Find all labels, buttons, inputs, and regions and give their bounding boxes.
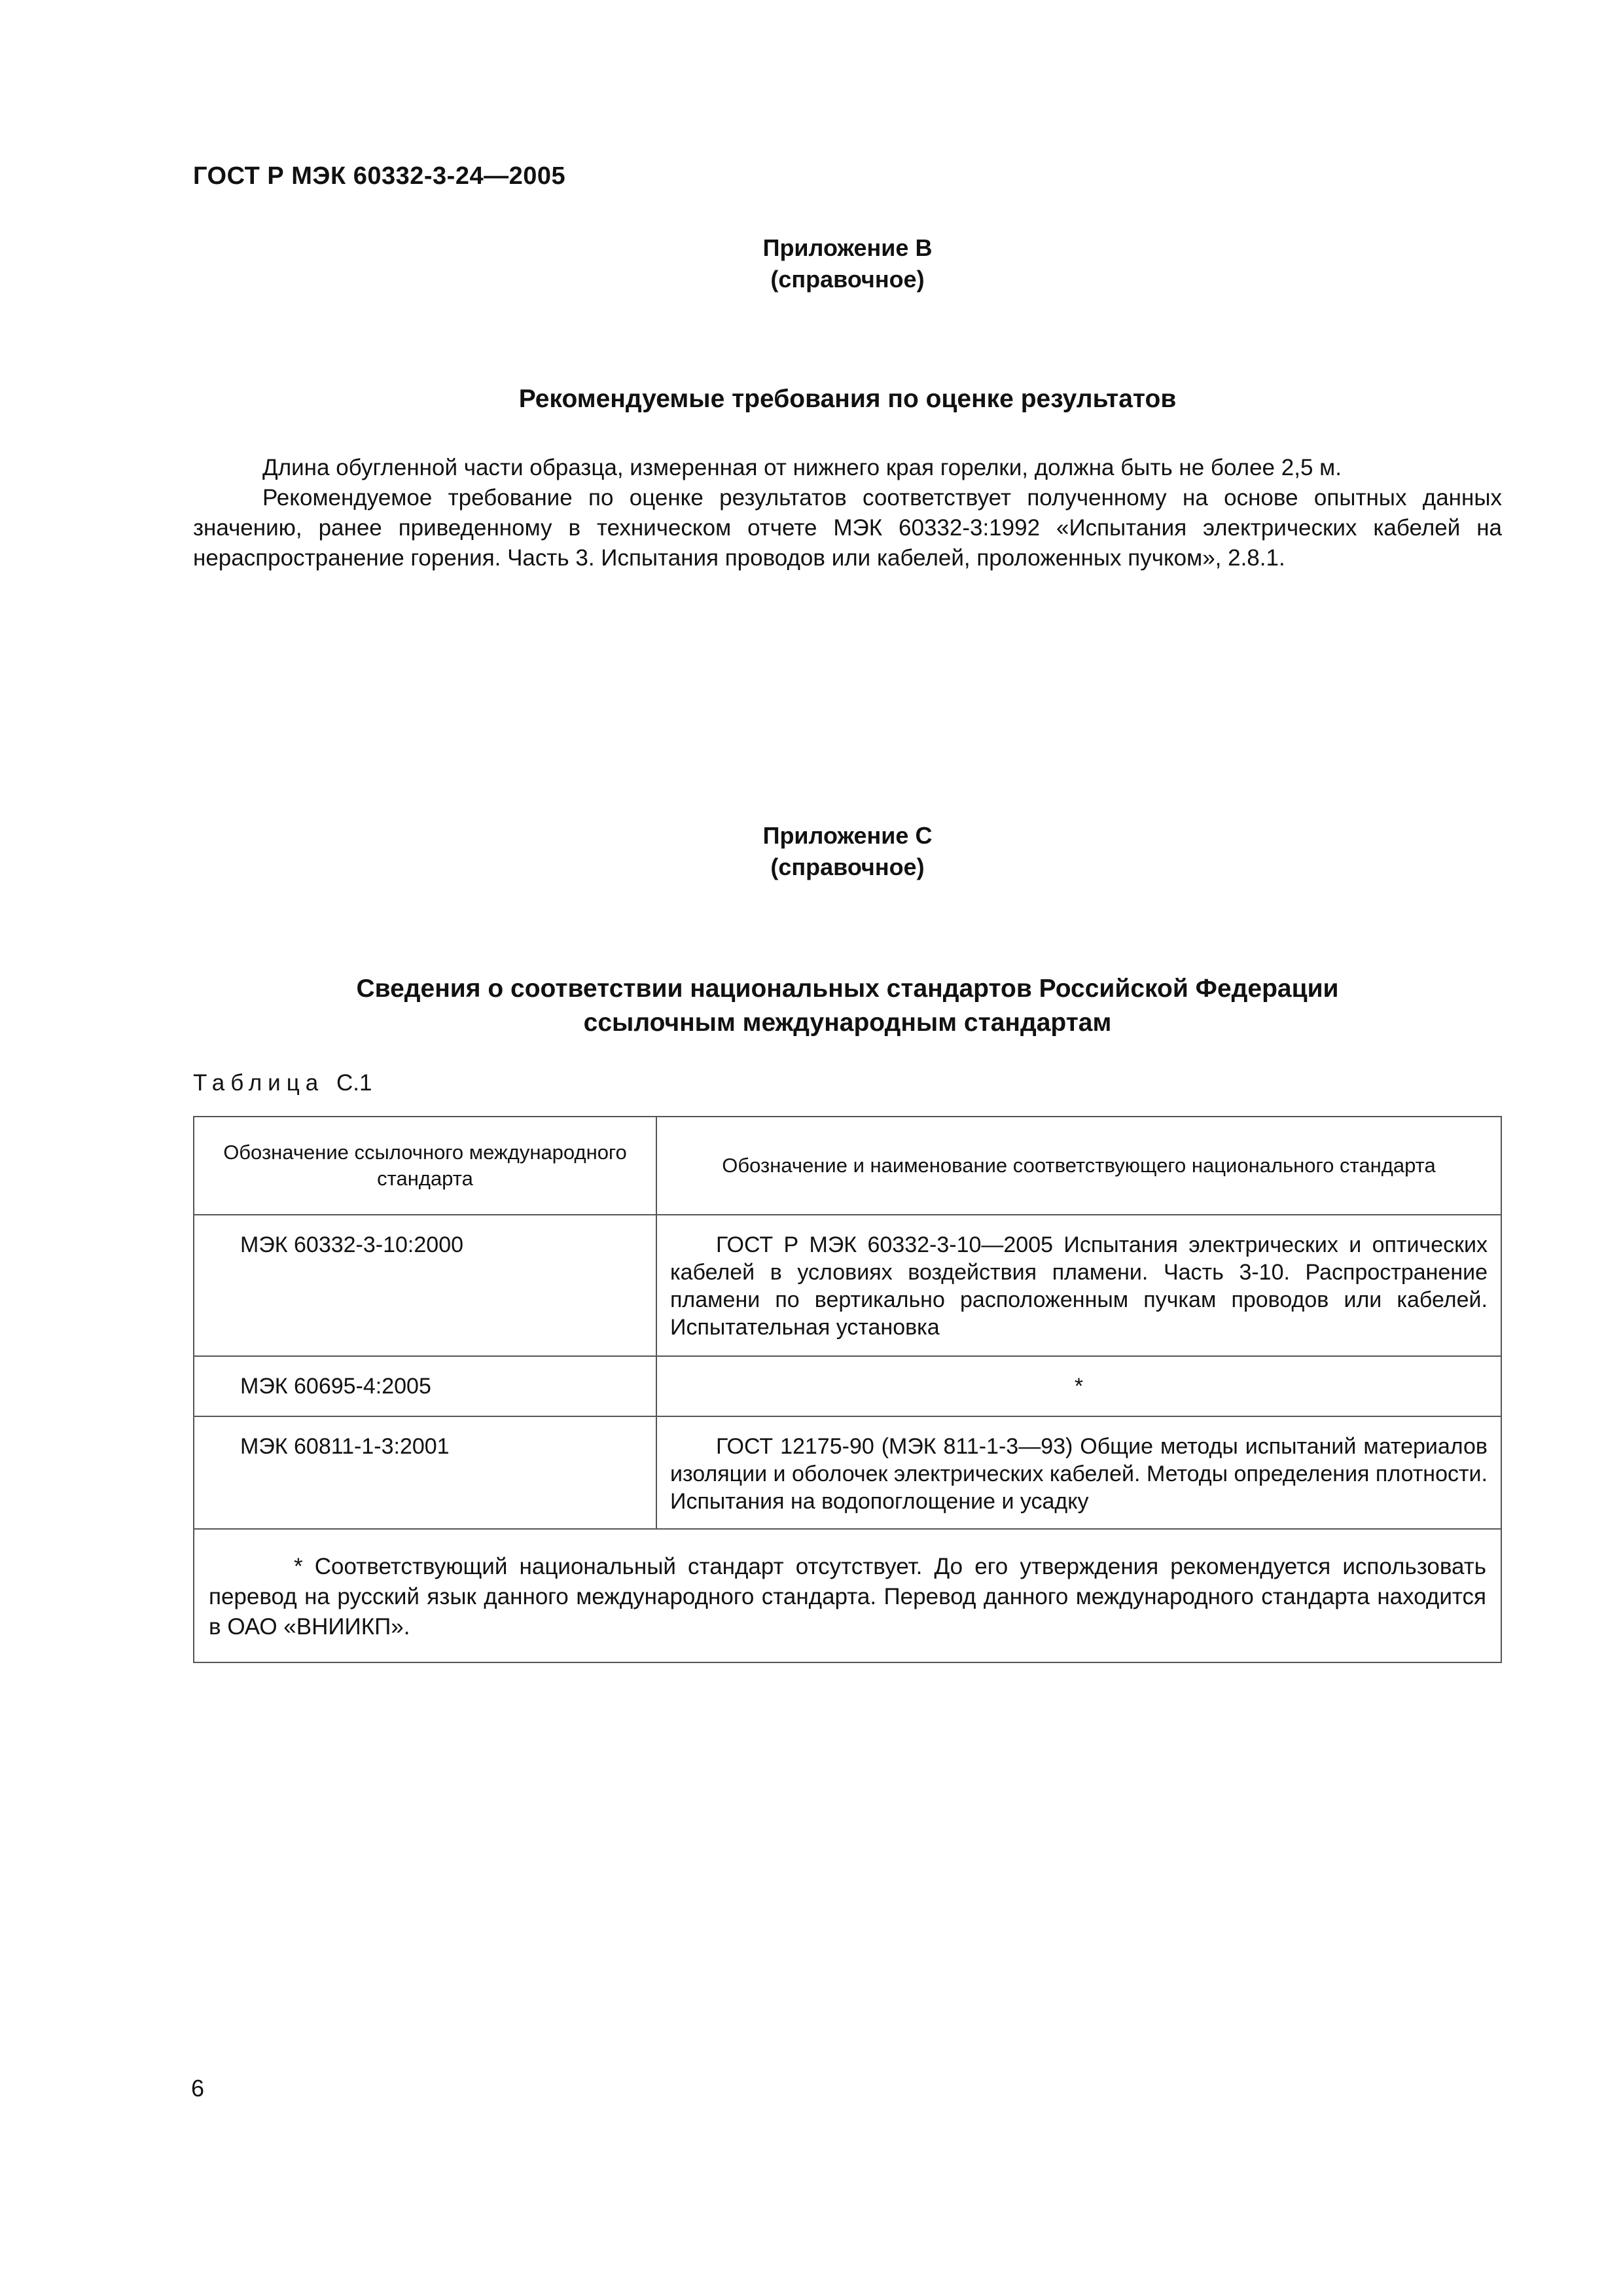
table-caption-number: С.1 xyxy=(336,1070,372,1096)
annex-c-heading-line-2: ссылочным международным стандартам xyxy=(583,1009,1112,1037)
annex-b-paragraph-2: Рекомендуемое требование по оценке результатов соответствует полученному на основе опытных данных значению, ранее приведенному в техническом отчете МЭК 60332-3:1992 «Испытания электрических кабелей на нераспространение горения. Часть 3. Испытания проводов или кабелей, проложенных пучком», 2.8.1. xyxy=(193,485,1502,571)
annex-c-title-block xyxy=(193,820,1502,883)
annex-c-heading xyxy=(193,972,1502,1040)
annex-b-title: Приложение В xyxy=(762,234,933,261)
table-cell-code: МЭК 60332-3-10:2000 xyxy=(194,1215,656,1356)
annex-c-heading-line-1: Сведения о соответствии национальных стандартов Российской Федерации xyxy=(356,975,1339,1003)
annex-b-body xyxy=(193,453,1502,573)
table-cell-code: МЭК 60695-4:2005 xyxy=(194,1356,656,1416)
table-cell-code: МЭК 60811-1-3:2001 xyxy=(194,1416,656,1529)
table-row xyxy=(194,1356,1501,1416)
table-caption xyxy=(193,1070,372,1096)
annex-c-title: Приложение С xyxy=(762,822,933,849)
table-footnote xyxy=(194,1529,1501,1662)
annex-c-status: (справочное) xyxy=(770,853,925,880)
table-caption-word: Таблица xyxy=(193,1070,325,1096)
document-header-id: ГОСТ Р МЭК 60332-3-24—2005 xyxy=(193,162,566,190)
table-footnote-text: * Соответствующий национальный стандарт отсутствует. До его утверждения рекомендуется использовать перевод на русский язык данного международного стандарта. Перевод данного международного стандарта находится в ОАО «ВНИИКП». xyxy=(209,1554,1486,1640)
standards-correspondence-table xyxy=(193,1116,1502,1663)
table-header-national: Обозначение и наименование соответствующего национального стандарта xyxy=(656,1117,1501,1215)
page-number: 6 xyxy=(191,2075,205,2102)
table-row xyxy=(194,1416,1501,1529)
table-footnote-row xyxy=(194,1529,1501,1662)
annex-b-paragraph-1: Длина обугленной части образца, измеренная от нижнего края горелки, должна быть не более 2,5 м. xyxy=(262,455,1342,480)
annex-b-status: (справочное) xyxy=(770,266,925,293)
table-header-row xyxy=(194,1117,1501,1215)
table-cell-national-text: ГОСТ Р МЭК 60332-3-10—2005 Испытания электрических и оптических кабелей в условиях воздействия пламени. Часть 3-10. Распространение пламени по вертикально расположенным пучкам проводов или кабелей. Испытательная установка xyxy=(670,1232,1488,1340)
table-cell-national xyxy=(656,1215,1501,1356)
annex-b-title-block xyxy=(193,232,1502,295)
table-row xyxy=(194,1215,1501,1356)
annex-b-heading: Рекомендуемые требования по оценке результатов xyxy=(518,385,1177,413)
table-cell-national-text: ГОСТ 12175-90 (МЭК 811-1-3—93) Общие методы испытаний материалов изоляции и оболочек электрических кабелей. Методы определения плотности. Испытания на водопоглощение и усадку xyxy=(670,1434,1488,1514)
table-cell-national-asterisk: * xyxy=(656,1356,1501,1416)
table-cell-national xyxy=(656,1416,1501,1529)
table-header-international: Обозначение ссылочного международного стандарта xyxy=(194,1117,656,1215)
